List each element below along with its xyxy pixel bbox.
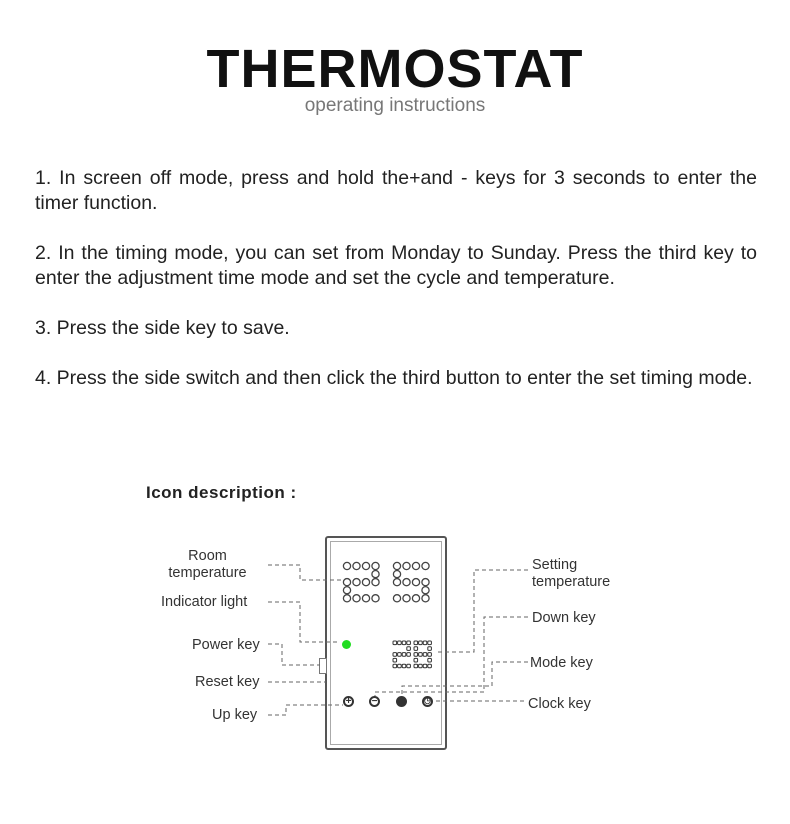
digit-segment-dot [372,579,379,586]
digit-segment-dot [393,653,397,657]
label-mode-key: Mode key [530,655,593,671]
room-temperature-digits [343,562,429,602]
minus-icon: − [369,696,380,707]
digit-segment-dot [407,647,411,651]
digit-segment-dot [353,595,360,602]
digit-segment-dot [402,641,406,645]
plus-icon: + [343,696,354,707]
digit-segment-dot [414,641,418,645]
digit-segment-dot [393,595,400,602]
label-clock-key: Clock key [528,696,591,712]
label-down-key: Down key [532,610,596,626]
digit-segment-dot [422,595,429,602]
leader-line [436,570,528,652]
setting-temperature-digits [393,641,431,668]
digit-segment-dot [353,579,360,586]
label-up-key: Up key [212,707,258,723]
step-2: 2. In the timing mode, you can set from Monday to Sunday. Press the third key to enter the adjustment time mode and set the cycle and temperature. [35,242,757,289]
icon-description-heading: Icon description : [146,483,297,502]
digit-segment-dot [423,641,427,645]
digit-segment-dot [403,579,410,586]
step-4: 4. Press the side switch and then click the third button to enter the set timing mode. [35,367,753,389]
digit-segment-dot [428,658,432,662]
label-room-temperature: Room temperature [168,548,247,581]
clock-icon: ◷ [422,696,433,707]
digit-segment-dot [423,664,427,668]
digit-segment-dot [428,653,432,657]
digit-segment-dot [393,658,397,662]
label-indicator-light: Indicator light [161,594,248,610]
digit-segment-dot [343,562,350,569]
digit-segment-dot [407,641,411,645]
digit-segment-dot [343,579,350,586]
digit-segment-dot [343,587,350,594]
thermostat-diagram [0,520,790,750]
digit-segment-dot [362,595,369,602]
label-reset-key: Reset key [195,674,260,690]
digit-segment-dot [428,641,432,645]
digit-segment-dot [343,595,350,602]
digit-segment-dot [414,658,418,662]
digit-segment-dot [422,579,429,586]
page-title: THERMOSTAT [206,39,584,99]
digit-segment-dot [414,647,418,651]
digit-segment-dot [422,587,429,594]
mode-icon [396,696,407,707]
digit-segment-dot [393,562,400,569]
digit-segment-dot [414,664,418,668]
instruction-steps [35,166,757,416]
digit-segment-dot [393,570,400,577]
digit-segment-dot [412,579,419,586]
digit-segment-dot [419,641,423,645]
digit-segment-dot [393,664,397,668]
leader-line [268,705,343,715]
step-3: 3. Press the side key to save. [35,317,290,339]
digit-segment-dot [393,579,400,586]
digit-segment-dot [428,664,432,668]
digit-segment-dot [402,664,406,668]
leader-line [268,602,340,642]
digit-segment-dot [414,653,418,657]
leader-line [268,644,320,665]
digit-segment-dot [412,595,419,602]
digit-segment-dot [419,653,423,657]
digit-segment-dot [353,562,360,569]
digit-segment-dot [428,647,432,651]
digit-segment-dot [402,653,406,657]
digit-segment-dot [362,579,369,586]
display-digits [0,520,790,750]
label-power-key: Power key [192,637,260,653]
digit-segment-dot [419,664,423,668]
digit-segment-dot [372,570,379,577]
digit-segment-dot [362,562,369,569]
digit-segment-dot [407,653,411,657]
digit-segment-dot [393,641,397,645]
digit-segment-dot [372,595,379,602]
digit-segment-dot [422,562,429,569]
digit-segment-dot [403,595,410,602]
step-1: 1. In screen off mode, press and hold the+and - keys for 3 seconds to enter the timer function. [35,167,757,214]
digit-segment-dot [398,641,402,645]
digit-segment-dot [398,653,402,657]
leader-line [268,565,342,580]
digit-segment-dot [403,562,410,569]
label-setting-temperature: Setting temperature [532,557,611,590]
digit-segment-dot [398,664,402,668]
page-subtitle: operating instructions [304,95,486,116]
digit-segment-dot [372,562,379,569]
digit-segment-dot [407,664,411,668]
digit-segment-dot [423,653,427,657]
leader-lines [268,565,528,715]
digit-segment-dot [412,562,419,569]
